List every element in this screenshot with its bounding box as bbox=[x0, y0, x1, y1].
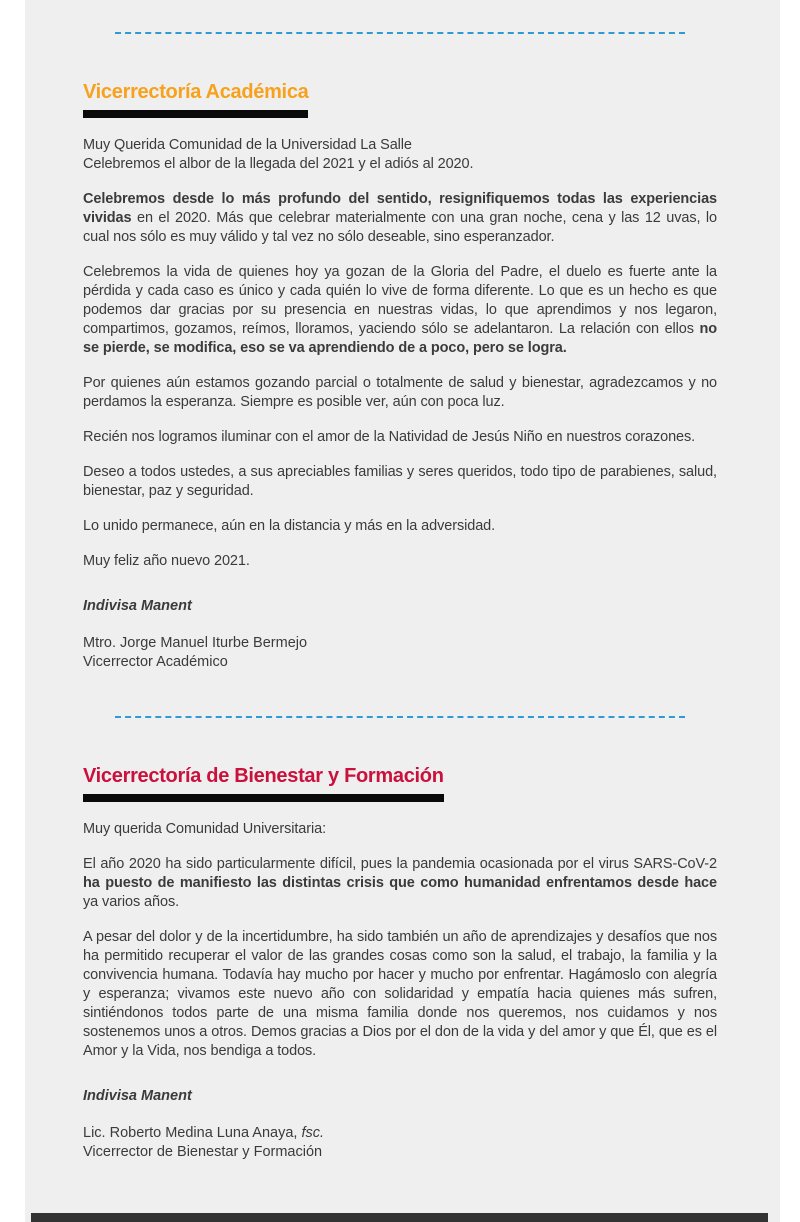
text-run: Muy feliz año nuevo 2021. bbox=[83, 553, 250, 569]
paragraph bbox=[83, 855, 717, 912]
text-run: Muy querida Comunidad Universitaria: bbox=[83, 821, 327, 837]
top-dashed-divider bbox=[115, 32, 685, 34]
text-run: A pesar del dolor y de la incertidumbre, ha sido también un año de aprendizajes y desafíos que nos ha permitido recuperar el valor de las grandes cosas como son la salud, el trabajo, la familia y la convivencia humana. Todavía hay mucho por hacer y mucho por enfrentar. Hagámoslo con alegría y esperanza; vivamos este nuevo año con solidaridad y empatía hacia quienes más sufren, sintiéndonos todos parte de una misma familia donde nos queremos, nos cuidamos y nos sostenemos unos a otros. Demos gracias a Dios por el don de la vida y del amor y que Él, que es el Amor y la Vida, nos bendiga a todos. bbox=[83, 929, 717, 1059]
text-run: Indivisa Manent bbox=[83, 1088, 192, 1104]
middle-dashed-divider bbox=[115, 716, 685, 718]
section-vicerrectoria-bienestar bbox=[83, 764, 717, 1162]
heading-underline-bar bbox=[83, 794, 444, 802]
text-run: Muy Querida Comunidad de la Universidad La Salle bbox=[83, 137, 412, 153]
text-run: no se pierde, se modifica, eso se va aprendiendo de a poco, pero se logra. bbox=[83, 321, 717, 356]
text-run: Celebremos la vida de quienes hoy ya gozan de la Gloria del Padre, el duelo es fuerte ante la pérdida y cada caso es único y cada quién lo vive de forma diferente. Lo que es un hecho es que podemos dar gracias por su presencia en nuestras vidas, lo que aprendimos y nos legaron, compartimos, gozamos, reímos, lloramos, yaciendo sólo se adelantaron. La relación con ellos bbox=[83, 264, 717, 337]
signature-block bbox=[83, 1124, 717, 1162]
section-body bbox=[83, 136, 717, 571]
text-run: Deseo a todos ustedes, a sus apreciables familias y seres queridos, todo tipo de parabienes, salud, bienestar, paz y seguridad. bbox=[83, 464, 717, 499]
paragraph bbox=[83, 552, 717, 571]
section-heading-block bbox=[83, 764, 717, 802]
text-run: Vicerrector de Bienestar y Formación bbox=[83, 1144, 323, 1160]
text-run: ha puesto de manifiesto las distintas crisis que como humanidad enfrentamos desde hace bbox=[83, 875, 717, 891]
text-run: Celebremos desde lo más profundo del sentido, resignifiquemos todas las experiencias vividas bbox=[83, 191, 717, 226]
paragraph bbox=[83, 928, 717, 1061]
text-run: fsc. bbox=[301, 1125, 325, 1141]
paragraph bbox=[83, 190, 717, 247]
text-run: Vicerrector Académico bbox=[83, 654, 228, 670]
footer-bar bbox=[31, 1213, 768, 1222]
signature-block bbox=[83, 634, 717, 672]
motto-indivisa-manent bbox=[83, 597, 717, 616]
paragraph bbox=[83, 463, 717, 501]
text-run: Lo unido permanece, aún en la distancia y más en la adversidad. bbox=[83, 518, 496, 534]
heading-underline-bar bbox=[83, 110, 308, 118]
text-run: Indivisa Manent bbox=[83, 598, 192, 614]
paragraph bbox=[83, 136, 717, 174]
text-run: Celebremos el albor de la llegada del 2021 y el adiós al 2020. bbox=[83, 156, 474, 172]
section-title: Vicerrectoría Académica bbox=[83, 81, 309, 103]
text-run: Lic. Roberto Medina Luna Anaya, bbox=[83, 1125, 302, 1141]
paragraph bbox=[83, 263, 717, 358]
section-vicerrectoria-academica bbox=[83, 80, 717, 672]
paragraph bbox=[83, 517, 717, 536]
paragraph bbox=[83, 428, 717, 447]
content-card bbox=[25, 0, 780, 1222]
section-heading-block bbox=[83, 80, 717, 118]
paragraph bbox=[83, 374, 717, 412]
section-body bbox=[83, 820, 717, 1061]
paragraph bbox=[83, 820, 717, 839]
text-run: Por quienes aún estamos gozando parcial o totalmente de salud y bienestar, agradezcamos y no perdamos la esperanza. Siempre es posible ver, aún con poca luz. bbox=[83, 375, 717, 410]
text-run: Recién nos logramos iluminar con el amor de la Natividad de Jesús Niño en nuestros corazones. bbox=[83, 429, 696, 445]
motto-indivisa-manent bbox=[83, 1087, 717, 1106]
text-run: ya varios años. bbox=[83, 894, 180, 910]
section-title: Vicerrectoría de Bienestar y Formación bbox=[83, 765, 444, 787]
text-run: en el 2020. Más que celebrar materialmente con una gran noche, cena y las 12 uvas, lo cual nos sólo es muy válido y tal vez no sólo deseable, sino esperanzador. bbox=[83, 210, 717, 245]
text-run: El año 2020 ha sido particularmente difícil, pues la pandemia ocasionada por el virus SARS-CoV-2 bbox=[83, 856, 717, 872]
text-run: Mtro. Jorge Manuel Iturbe Bermejo bbox=[83, 635, 308, 651]
